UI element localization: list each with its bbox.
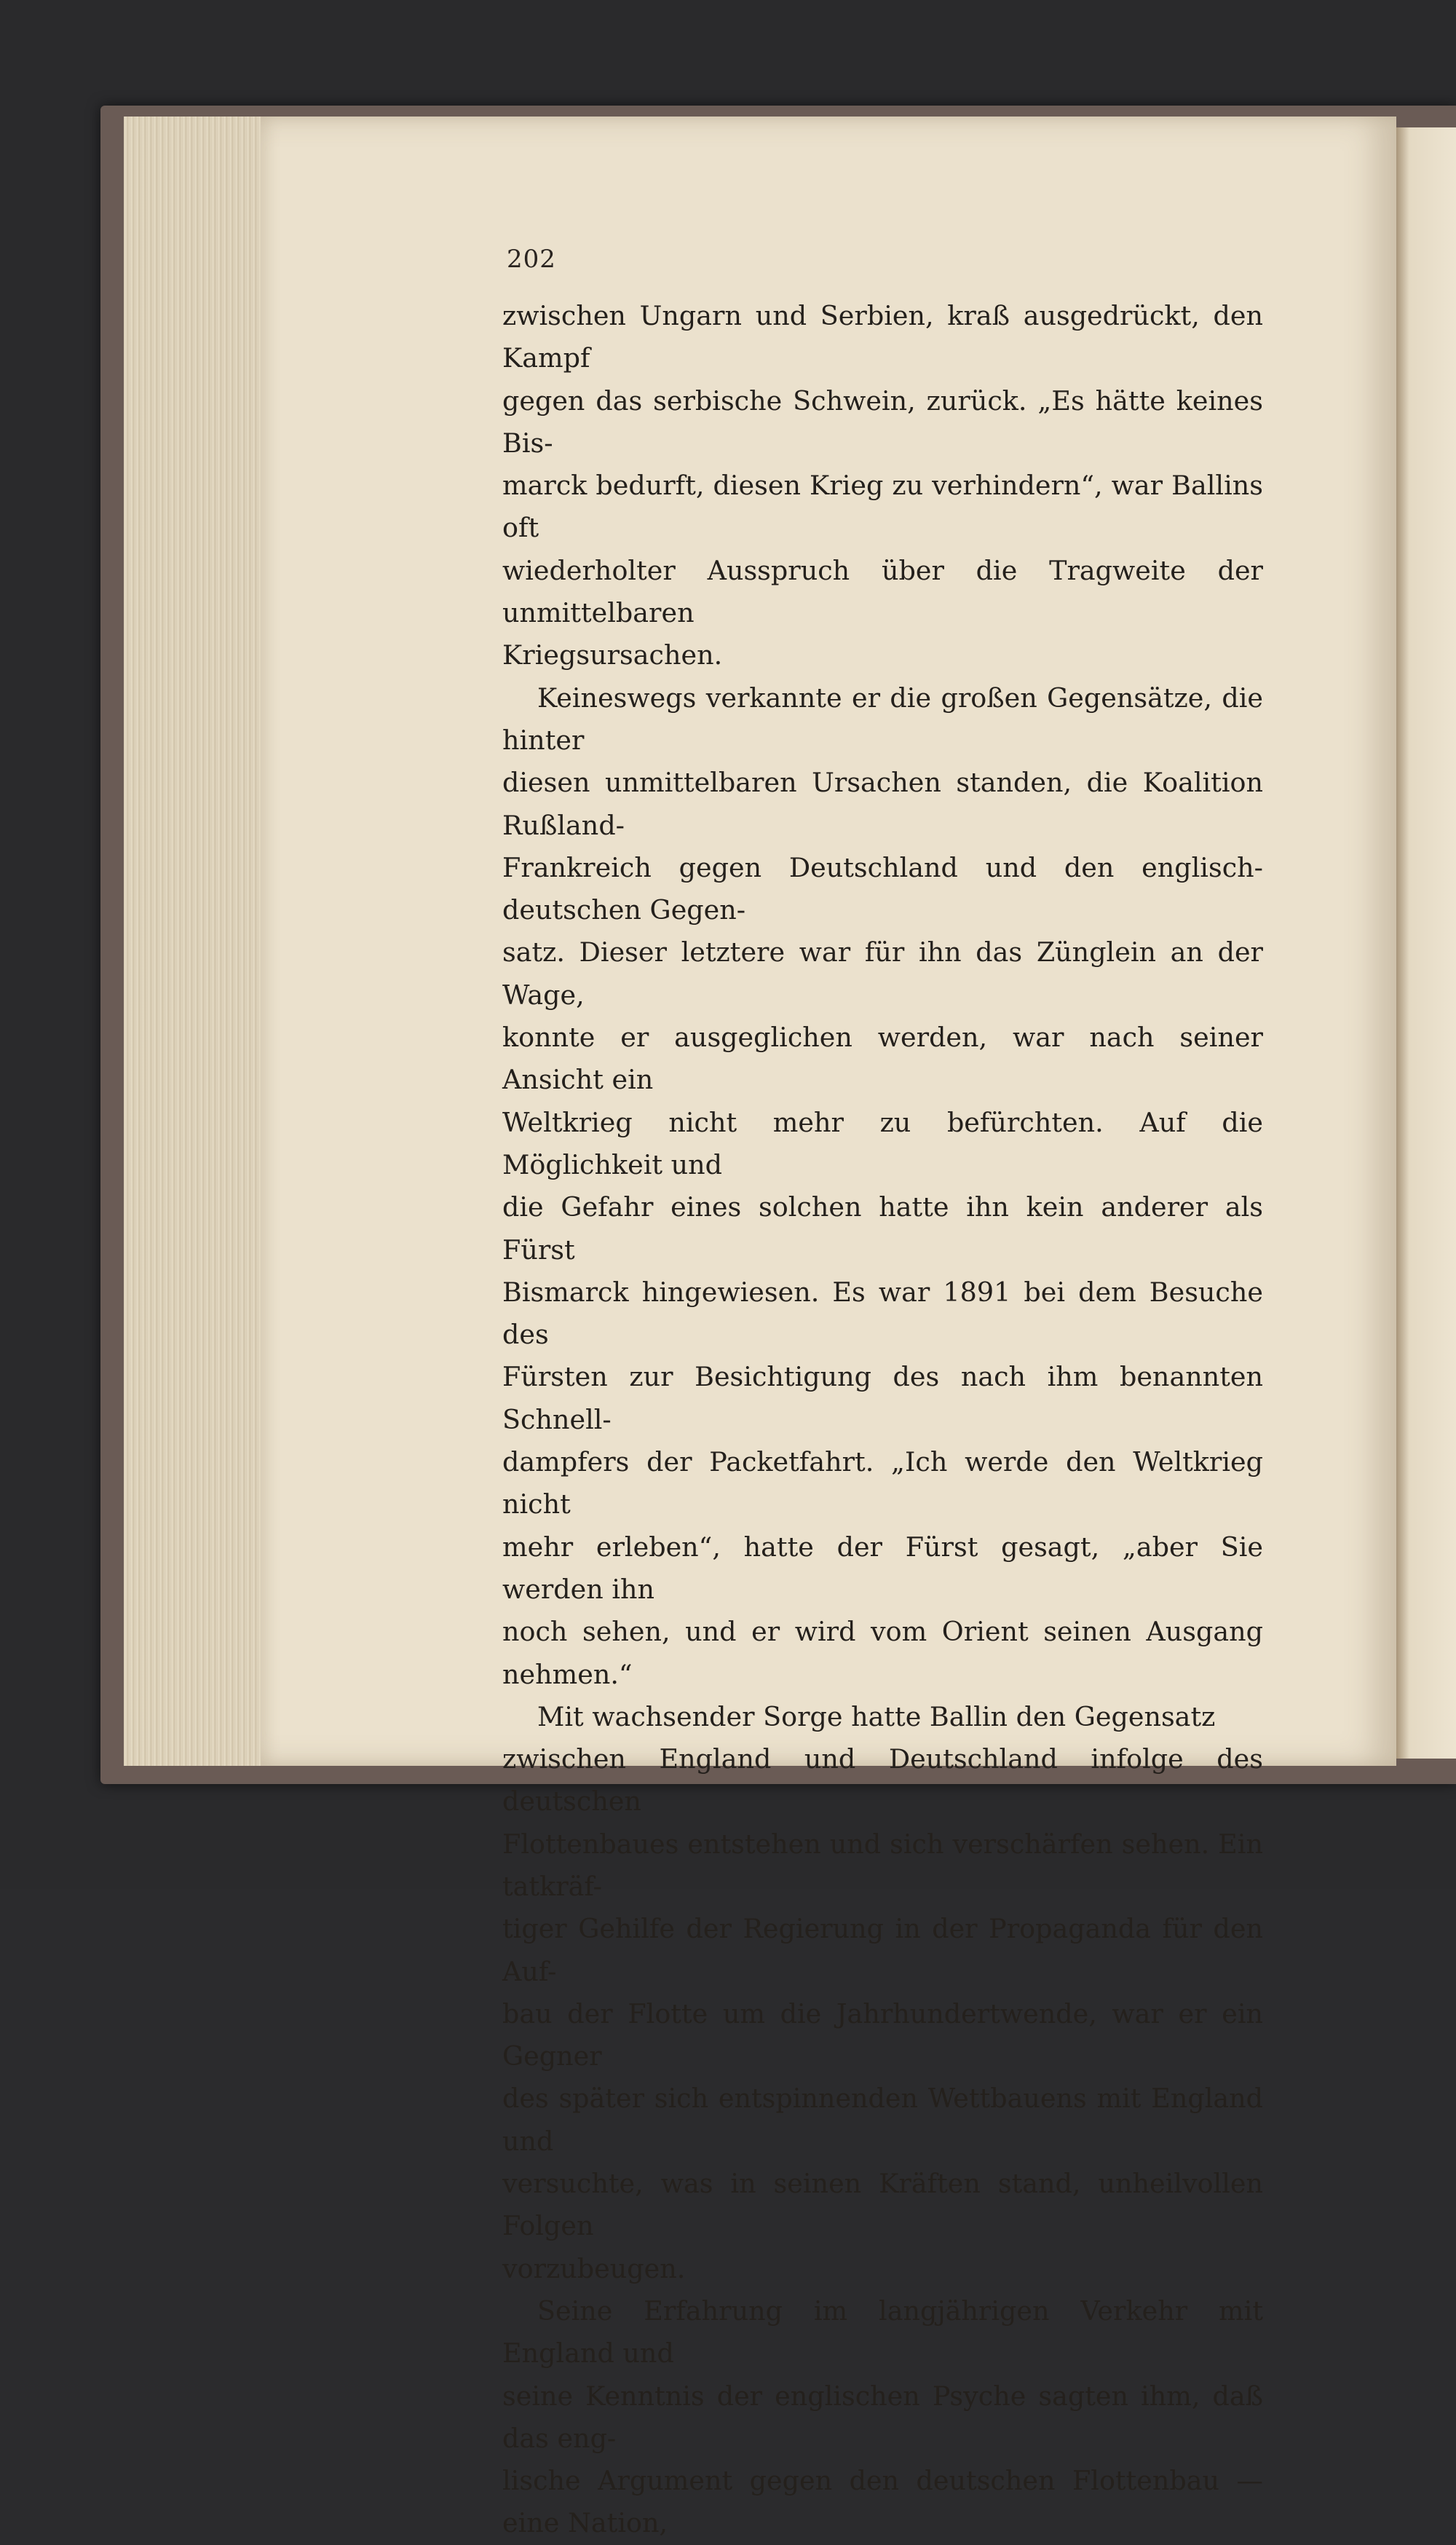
text-line: die Gefahr eines solchen hatte ihn kein anderer als Fürst: [502, 1191, 1263, 1266]
text-line: satz. Dieser letztere war für ihn das Zünglein an der Wage,: [502, 936, 1263, 1011]
text-line: lische Argument gegen den deutschen Flottenbau — eine Nation,: [502, 2465, 1263, 2539]
text-line: Seine Erfahrung im langjährigen Verkehr mit England und: [502, 2295, 1263, 2370]
paragraph-3: [502, 1696, 1263, 2290]
text-line: vorzubeugen.: [502, 2252, 686, 2284]
paragraph-1: [502, 295, 1263, 677]
text-line: Fürsten zur Besichtigung des nach ihm benannten Schnell-: [502, 1361, 1263, 1435]
text-line: Mit wachsender Sorge hatte Ballin den Gegensatz: [537, 1700, 1216, 1732]
text-line: des später sich entspinnenden Wettbauens mit England und: [502, 2083, 1263, 2157]
paragraph-4: [502, 2290, 1263, 2545]
text-line: versuchte, was in seinen Kräften stand, unheilvollen Folgen: [502, 2168, 1263, 2242]
text-line: Keineswegs verkannte er die großen Gegensätze, die hinter: [502, 682, 1263, 756]
text-line: wiederholter Ausspruch über die Tragweite der unmittelbaren: [502, 554, 1263, 629]
paragraph-2: [502, 677, 1263, 1696]
text-line: zwischen England und Deutschland infolge des deutschen: [502, 1743, 1263, 1818]
text-line: Flottenbaues entstehen und sich verschärfen sehen. Ein tatkräf-: [502, 1828, 1263, 1902]
facing-page-edge: [1396, 127, 1456, 1759]
text-line: Bismarck hingewiesen. Es war 1891 bei dem Besuche des: [502, 1276, 1263, 1351]
text-line: Kriegsursachen.: [502, 639, 723, 671]
text-line: Frankreich gegen Deutschland und den englisch-deutschen Gegen-: [502, 851, 1263, 926]
text-line: noch sehen, und er wird vom Orient seinen Ausgang nehmen.“: [502, 1616, 1263, 1690]
text-line: mehr erleben“, hatte der Fürst gesagt, „aber Sie werden ihn: [502, 1531, 1263, 1605]
page-body-text: [502, 295, 1263, 2545]
text-line: marck bedurft, diesen Krieg zu verhindern“, war Ballins oft: [502, 470, 1263, 544]
text-line: gegen das serbische Schwein, zurück. „Es hätte keines Bis-: [502, 384, 1263, 459]
text-line: seine Kenntnis der englischen Psyche sagten ihm, daß das eng-: [502, 2380, 1263, 2454]
text-line: diesen unmittelbaren Ursachen standen, die Koalition Rußland-: [502, 767, 1263, 841]
page-edges-stack: [124, 117, 271, 1766]
text-line: bau der Flotte um die Jahrhundertwende, war er ein Gegner: [502, 1997, 1263, 2072]
page-number: 202: [507, 245, 556, 274]
text-line: Weltkrieg nicht mehr zu befürchten. Auf die Möglichkeit und: [502, 1106, 1263, 1180]
text-line: zwischen Ungarn und Serbien, kraß ausgedrückt, den Kampf: [502, 300, 1263, 374]
text-line: dampfers der Packetfahrt. „Ich werde den Weltkrieg nicht: [502, 1446, 1263, 1520]
text-line: tiger Gehilfe der Regierung in der Propaganda für den Auf-: [502, 1913, 1263, 1987]
text-line: konnte er ausgeglichen werden, war nach seiner Ansicht ein: [502, 1022, 1263, 1096]
